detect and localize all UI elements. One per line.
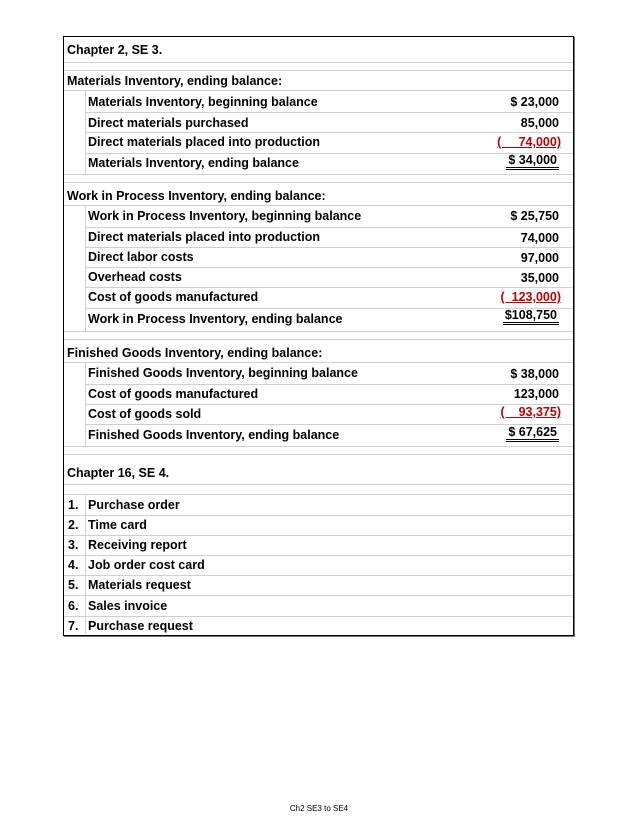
fg-row-amount: $ 38,000	[510, 367, 559, 381]
list-item-text: Materials request	[88, 578, 191, 592]
list-item-number: 3.	[68, 538, 79, 552]
wip-row-amount: $108,750	[503, 308, 559, 322]
fg-row-label: Finished Goods Inventory, ending balance	[88, 428, 340, 442]
wip-row-label: Work in Process Inventory, beginning balance	[88, 209, 362, 223]
materials-row-amount: ( 74,000)	[497, 135, 561, 149]
chapter2-title: Chapter 2, SE 3.	[67, 43, 163, 57]
fg-row-label: Finished Goods Inventory, beginning balance	[88, 366, 358, 380]
wip-row-amount: ( 123,000)	[500, 290, 561, 304]
materials-row-amount: 85,000	[520, 116, 559, 130]
list-item-text: Purchase order	[88, 498, 180, 512]
wip-row-amount: 97,000	[520, 251, 559, 265]
list-item-text: Job order cost card	[88, 558, 205, 572]
list-item-text: Receiving report	[88, 538, 187, 552]
wip-row-label: Direct labor costs	[88, 250, 194, 264]
list-item-text: Purchase request	[88, 619, 193, 633]
list-item-number: 4.	[68, 558, 79, 572]
page-footer: Ch2 SE3 to SE4	[289, 804, 349, 813]
wip-row-label: Direct materials placed into production	[88, 230, 320, 244]
wip-row-label: Cost of goods manufactured	[88, 290, 259, 304]
fg-row-label: Cost of goods sold	[88, 407, 202, 421]
fg-row-amount: $ 67,625	[506, 425, 559, 439]
list-item-text: Time card	[88, 518, 147, 532]
list-item-number: 2.	[68, 518, 79, 532]
list-item-number: 7.	[68, 619, 79, 633]
list-item-number: 1.	[68, 498, 79, 512]
materials-row-amount: $ 34,000	[506, 153, 559, 167]
materials-section-title: Materials Inventory, ending balance:	[67, 74, 283, 88]
chapter16-title: Chapter 16, SE 4.	[67, 466, 170, 480]
worksheet	[63, 36, 574, 636]
materials-row-label: Direct materials placed into production	[88, 135, 320, 149]
materials-row-label: Direct materials purchased	[88, 116, 249, 130]
wip-row-amount: 74,000	[520, 231, 559, 245]
materials-row-amount: $ 23,000	[510, 95, 559, 109]
materials-row-label: Materials Inventory, beginning balance	[88, 95, 318, 109]
fg-row-label: Cost of goods manufactured	[88, 387, 259, 401]
list-item-number: 5.	[68, 578, 79, 592]
wip-row-amount: 35,000	[520, 271, 559, 285]
wip-section-title: Work in Process Inventory, ending balance:	[67, 189, 326, 203]
materials-row-label: Materials Inventory, ending balance	[88, 156, 299, 170]
list-item-number: 6.	[68, 599, 79, 613]
wip-row-amount: $ 25,750	[510, 209, 559, 223]
wip-row-label: Work in Process Inventory, ending balance	[88, 312, 343, 326]
list-item-text: Sales invoice	[88, 599, 168, 613]
wip-row-label: Overhead costs	[88, 270, 182, 284]
fg-section-title: Finished Goods Inventory, ending balance:	[67, 346, 323, 360]
fg-row-amount: ( 93,375)	[500, 405, 561, 419]
fg-row-amount: 123,000	[513, 387, 559, 401]
